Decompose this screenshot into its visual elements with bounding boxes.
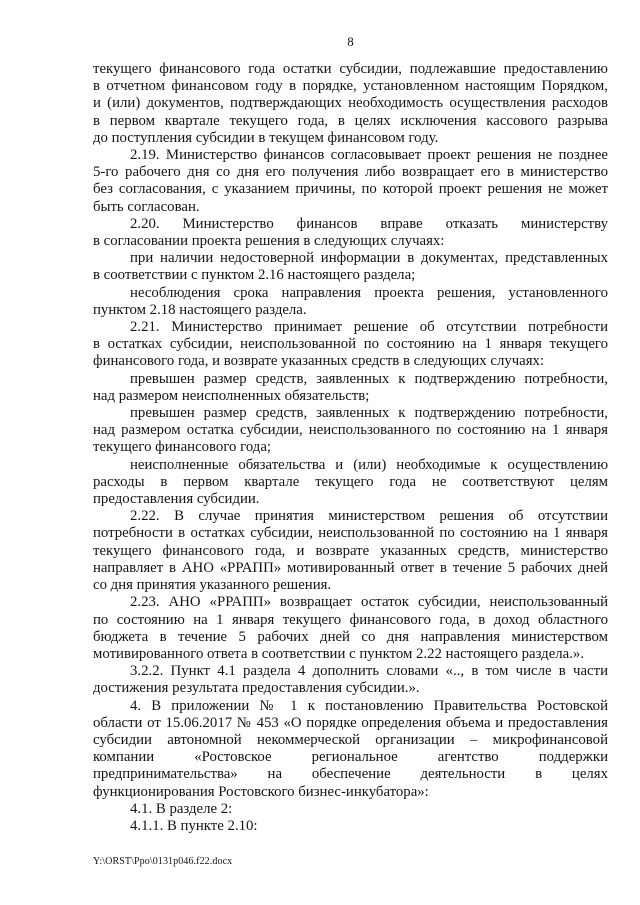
text-line: и (или) документов, подтверждающих необходимость осуществления расходов [93,95,608,112]
text-line: со дня принятия указанного решения. [93,577,332,594]
text-line: субсидии автономной некоммерческой организации – микрофинансовой [93,731,608,748]
text-line: 2.21. Министерство принимает решение об отсутствии потребности [130,319,608,336]
text-line: до поступления субсидии в текущем финансовом году. [93,129,439,146]
text-line: в отчетном финансовом году в порядке, установленном настоящим Порядком, [93,78,608,95]
text-line: неисполненные обязательства и (или) необходимые к осуществлению [130,456,608,473]
paragraph [93,147,608,216]
text-line: несоблюдения срока направления проекта решения, установленного [130,284,608,301]
text-line: в согласовании проекта решения в следующих случаях: [93,233,445,250]
text-line: быть согласован. [93,198,200,215]
text-line: над размером остатка субсидии, неиспользованного по состоянию на 1 января [93,422,608,439]
paragraph [93,285,608,319]
text-line: 4.1. В разделе 2: [130,800,233,817]
paragraph [93,508,608,594]
footer-file-path: Y:\ORST\Ppo\0131p046.f22.docx [93,856,233,867]
text-line: текущего финансового года, и возврате указанных средств, министерство [93,542,608,559]
text-line: над размером неисполненных обязательств; [93,387,370,404]
page-number: 8 [347,34,354,49]
paragraph [93,801,608,818]
text-line: по состоянию на 1 января текущего финансового года, в доход областного [93,611,608,628]
paragraph [93,216,608,250]
text-line: расходы в первом квартале текущего года не соответствуют целям [93,473,608,490]
body-text [93,61,608,835]
paragraph [93,594,608,663]
text-line: мотивированного ответа в соответствии с пунктом 2.22 настоящего раздела.». [93,645,585,662]
text-line: пунктом 2.18 настоящего раздела. [93,301,307,318]
text-line: направляет в АНО «РРАПП» мотивированный ответ в течение 5 рабочих дней [93,559,608,576]
paragraph [93,371,608,405]
text-line: достижения результата предоставления субсидии.». [93,680,420,697]
text-line: 2.22. В случае принятия министерством решения об отсутствии [130,508,608,525]
paragraph [93,319,608,371]
paragraph [93,698,608,801]
paragraph [93,250,608,284]
paragraph [93,405,608,457]
text-line: компании «Ростовское региональное агентство поддержки [93,749,608,766]
text-line: без согласования, с указанием причины, по которой проект решения не может [93,181,608,198]
text-line: при наличии недостоверной информации в документах, представленных [130,250,608,267]
text-line: 4. В приложении № 1 к постановлению Правительства Ростовской [130,697,608,714]
text-line: 4.1.1. В пункте 2.10: [130,817,258,834]
text-line: 5-го рабочего дня со дня его получения либо возвращает его в министерство [93,164,608,181]
text-line: 3.2.2. Пункт 4.1 раздела 4 дополнить словами «.., в том числе в части [130,663,608,680]
text-line: превышен размер средств, заявленных к подтверждению потребности, [130,405,608,422]
text-line: текущего финансового года; [93,439,272,456]
paragraph [93,457,608,509]
text-line: потребности в остатках субсидии, неиспользованной по состоянию на 1 января [93,525,608,542]
text-line: финансового года, и возврате указанных средств в следующих случаях: [93,353,545,370]
paragraph [93,663,608,697]
text-line: превышен размер средств, заявленных к подтверждению потребности, [130,370,608,387]
text-line: предпринимательства» на обеспечение деятельности в целях [93,766,608,783]
text-line: в остатках субсидии, неиспользованной по состоянию на 1 января текущего [93,336,608,353]
text-line: в первом квартале текущего года, в целях исключения кассового разрыва [93,112,608,129]
text-line: 2.19. Министерство финансов согласовывает проект решения не позднее [130,147,608,164]
text-line: 2.23. АНО «РРАПП» возвращает остаток субсидии, неиспользованный [130,594,608,611]
text-line: 2.20. Министерство финансов вправе отказать министерству [130,215,608,232]
text-line: функционирования Ростовского бизнес-инкубатора»: [93,783,429,800]
text-line: предоставления субсидии. [93,491,260,508]
text-line: бюджета в течение 5 рабочих дней со дня направления министерством [93,628,608,645]
paragraph [93,61,608,147]
paragraph [93,818,608,835]
text-line: в соответствии с пунктом 2.16 настоящего раздела; [93,267,416,284]
text-line: текущего финансового года остатки субсидии, подлежавшие предоставлению [93,61,608,77]
text-line: области от 15.06.2017 № 453 «О порядке определения объема и предоставления [93,714,608,731]
